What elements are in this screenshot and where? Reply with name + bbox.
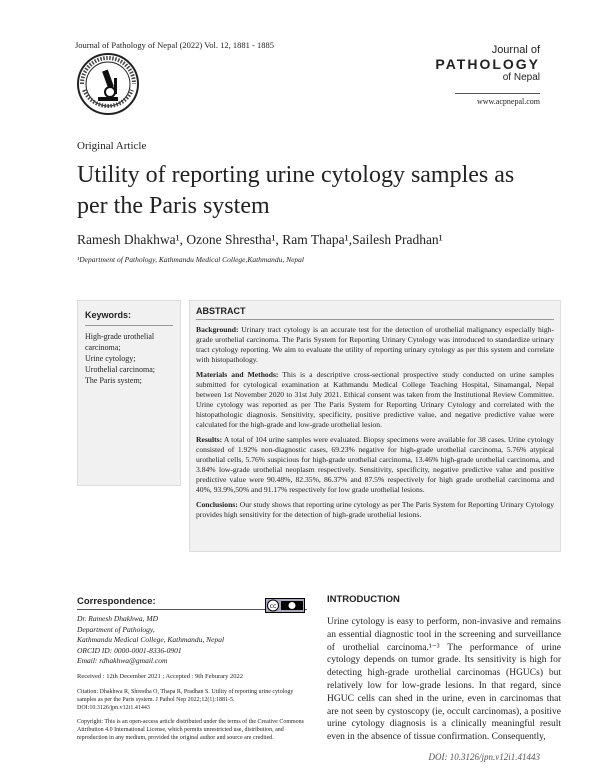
header-divider <box>455 93 540 94</box>
keyword-item: Urine cytology; <box>85 354 136 363</box>
abstract-methods-label: Materials and Methods: <box>196 370 279 379</box>
abstract-background-label: Background: <box>196 325 239 334</box>
article-title: Utility of reporting urine cytology samples as per the Paris system <box>77 162 515 219</box>
correspondence-line: Dr. Ramesh Dhakhwa, MD <box>77 614 159 623</box>
doi-link[interactable]: DOI: 10.3126/jpn.v12i1.41443 <box>428 752 540 762</box>
abstract-conclusions <box>196 500 554 520</box>
abstract-background-text: Urinary tract cytology is an accurate test for the detection of urothelial malignancy especially high-grade urothelial carcinoma. The Paris System for Reporting Urinary Cytology was introduced to standardize urinary tract cytology reporting. We aim to evaluate the utility of reporting urinary cytology as per this system and correlate with histopathology. <box>196 325 555 364</box>
abstract-conclusions-label: Conclusions: <box>196 500 238 509</box>
copyright-text: Copyright: This is an open-access article distributed under the terms of the Creative Commons Attribution 4.0 International License, which permits unrestricted use, distribution, and reproduction in any medium, provided the original author and source are credited. <box>77 718 305 741</box>
keywords-title: Keywords: <box>85 310 173 326</box>
journal-brand <box>380 44 540 83</box>
journal-of-label: Journal of <box>491 44 540 56</box>
correspondence-block <box>77 596 307 742</box>
correspondence-email[interactable]: Email: rdhakhwa@gmail.com <box>77 656 168 665</box>
correspondence-line: Department of Pathology, <box>77 624 155 634</box>
keyword-item: High-grade urothelial carcinoma; <box>85 332 155 352</box>
received-accepted-dates: Received : 12th December 2021 ; Accepted : 9th Feburary 2022 <box>77 672 244 680</box>
correspondence-orcid[interactable]: ORCID ID: 0000-0001-8336-0901 <box>77 645 182 655</box>
keyword-item: Urothelial carcinoma; <box>85 365 155 374</box>
abstract-title: ABSTRACT <box>196 306 554 320</box>
affiliation: ¹Department of Pathology, Kathmandu Medical College,Kathmandu, Nepal <box>77 255 305 264</box>
abstract-box <box>189 300 561 552</box>
citation-text: Citation: Dhakhwa R, Shrestha O, Thapa R, Pradhan S. Utility of reporting urine cytology samples as per the Paris system. J Pathol Nep 2022;12(1):1881-5. DOI:10.3126/jpn.v12i1.41443 <box>77 688 294 711</box>
abstract-results <box>196 435 554 495</box>
introduction-title: INTRODUCTION <box>327 594 400 605</box>
author-list: Ramesh Dhakhwa¹, Ozone Shrestha¹, Ram Thapa¹,Sailesh Pradhan¹ <box>77 232 443 247</box>
correspondence-line: Kathmandu Medical College, Kathmandu, Nepal <box>77 635 225 644</box>
abstract-background <box>196 325 554 365</box>
abstract-methods <box>196 370 554 430</box>
correspondence-title: Correspondence: <box>77 596 307 610</box>
journal-website-link[interactable]: www.acpnepal.com <box>476 97 540 106</box>
keywords-box <box>77 300 181 486</box>
introduction-text: Urine cytology is easy to perform, non-invasive and remains an essential diagnostic tool in the screening and surveillance of urothelial carcinoma.¹⁻³ The performance of urine cytology depends on tumor grade. Its sensitivity is high for detecting high-grade urothelial carcinomas (HGUCs) but relatively low for low-grade lesions. In that regard, since HGUC cells can shed in the urine, even in carcinomas that are not seen by cystoscopy (ie, occult carcinomas), a positive urine cytology diagnosis is a clinically meaningful result even in the absence of tissue confirmation. Consequently, <box>327 617 561 743</box>
keyword-item: The Paris system; <box>85 376 142 385</box>
journal-logo-icon <box>76 52 140 116</box>
journal-citation-line: Journal of Pathology of Nepal (2022) Vol. 12, 1881 - 1885 <box>75 40 274 50</box>
journal-name: PATHOLOGY <box>435 56 540 72</box>
abstract-methods-text: This is a descriptive cross-sectional prospective study conducted on urine samples submitted for cytological examination at Kathmandu Medical College Teaching Hospital, Sinamangal, Nepal between 1st November 2020 to 31st July 2021. Ethical consent was taken from the Institutional Review Committee. Urine cytology was reported as per The Paris System for Reporting Urinary Cytology and correlated with the histopathologic diagnosis. Sensitivity, specificity, positive predictive value, and negative predictive value were calculated for the high-grade and low-grade urothelial lesion. <box>196 370 555 429</box>
abstract-results-label: Results: <box>196 435 223 444</box>
journal-nepal-label: of Nepal <box>502 72 540 83</box>
abstract-conclusions-text: Our study shows that reporting urine cytology as per The Paris System for Reporting Urinary Cytology provides high sensitivity for the detection of high-grade urothelial lesions. <box>196 500 554 519</box>
article-type: Original Article <box>77 140 147 152</box>
cc-label: cc <box>269 603 277 610</box>
abstract-results-text: A total of 104 urine samples were evaluated. Biopsy specimens were available for 38 cases. Urine cytology consisted of 1.92% non-diagnostic cases, 69.23% negative for high-grade urothelial carcinoma, 5.76% atypical urothelial cells, 5.76% suspicious for high-grade urothelial carcinoma, 13.46% high-grade urothelial carcinoma, and 3.84% low-grade urothelial neoplasm respectively. Sensitivity, specificity, negative predictive value and positive predictive value were 90.48%, 82.35%, 86.37% and 87.5% respectively for high grade urothelial carcinoma and 40%, 93.9%,50% and 91.17% respectively for low grade urothelial lesions. <box>196 435 555 494</box>
creative-commons-icon[interactable] <box>265 598 305 613</box>
